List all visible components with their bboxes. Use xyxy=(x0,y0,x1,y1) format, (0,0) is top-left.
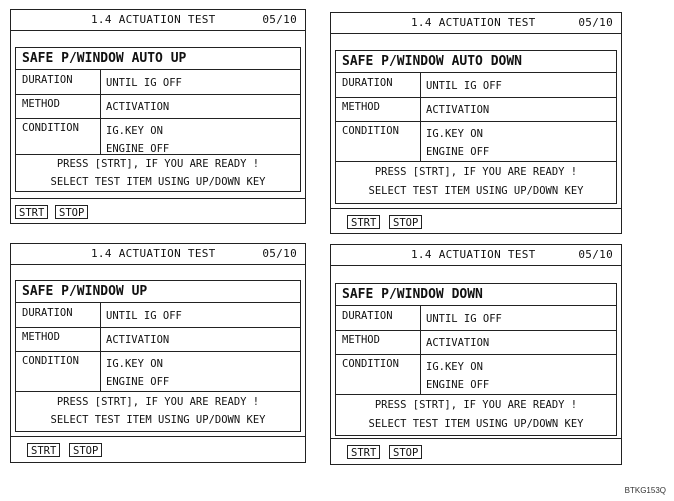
figure-code: BTKG153Q xyxy=(624,486,666,495)
stop-button[interactable]: STOP xyxy=(389,215,422,229)
strt-button[interactable]: STRT xyxy=(347,215,380,229)
test-item-title: SAFE P/WINDOW AUTO UP xyxy=(16,48,300,70)
test-item-title: SAFE P/WINDOW AUTO DOWN xyxy=(336,51,616,73)
screen-down xyxy=(330,244,622,465)
condition-line-1: IG.KEY ON xyxy=(426,361,483,373)
duration-row xyxy=(16,303,300,328)
strt-button[interactable]: STRT xyxy=(347,445,380,459)
screen-title: 1.4 ACTUATION TEST xyxy=(91,13,216,26)
screen-up xyxy=(10,243,306,463)
condition-line-1: IG.KEY ON xyxy=(106,125,163,137)
condition-label: CONDITION xyxy=(22,122,79,134)
screen-title: 1.4 ACTUATION TEST xyxy=(91,247,216,260)
method-row xyxy=(16,94,300,119)
duration-value: UNTIL IG OFF xyxy=(106,310,182,322)
screen-header xyxy=(11,244,305,265)
instruction-line-2: SELECT TEST ITEM USING UP/DOWN KEY xyxy=(50,414,266,426)
duration-label: DURATION xyxy=(342,310,393,322)
page-indicator: 05/10 xyxy=(262,247,297,260)
duration-value: UNTIL IG OFF xyxy=(426,80,502,92)
test-info-panel xyxy=(15,47,301,192)
stop-button[interactable]: STOP xyxy=(389,445,422,459)
method-value: ACTIVATION xyxy=(106,334,170,346)
duration-row xyxy=(336,306,616,331)
button-bar xyxy=(331,208,621,234)
test-item-title: SAFE P/WINDOW UP xyxy=(16,281,300,303)
method-label: METHOD xyxy=(342,334,380,346)
test-info-panel xyxy=(15,280,301,432)
instruction-line-2: SELECT TEST ITEM USING UP/DOWN KEY xyxy=(50,176,266,188)
condition-line-2: ENGINE OFF xyxy=(426,379,490,391)
duration-row xyxy=(16,70,300,95)
condition-line-2: ENGINE OFF xyxy=(106,376,170,388)
stop-button[interactable]: STOP xyxy=(69,443,102,457)
page-indicator: 05/10 xyxy=(262,13,297,26)
button-bar xyxy=(11,198,305,224)
screen-auto-down xyxy=(330,12,622,234)
screen-header xyxy=(331,13,621,34)
method-value: ACTIVATION xyxy=(426,104,490,116)
method-label: METHOD xyxy=(22,331,60,343)
instruction-line-1: PRESS [STRT], IF YOU ARE READY ! xyxy=(56,396,260,408)
screen-title: 1.4 ACTUATION TEST xyxy=(411,16,536,29)
screen-title: 1.4 ACTUATION TEST xyxy=(411,248,536,261)
test-item-title: SAFE P/WINDOW DOWN xyxy=(336,284,616,306)
stop-button[interactable]: STOP xyxy=(55,205,88,219)
method-value: ACTIVATION xyxy=(106,101,170,113)
condition-value xyxy=(106,355,169,391)
instruction-line-1: PRESS [STRT], IF YOU ARE READY ! xyxy=(374,399,578,411)
duration-label: DURATION xyxy=(22,74,73,86)
instruction-line-2: SELECT TEST ITEM USING UP/DOWN KEY xyxy=(368,185,584,197)
condition-row xyxy=(16,118,300,155)
test-info-panel xyxy=(335,283,617,436)
condition-label: CONDITION xyxy=(342,125,399,137)
duration-label: DURATION xyxy=(342,77,393,89)
condition-value xyxy=(426,125,489,161)
instruction-line-1: PRESS [STRT], IF YOU ARE READY ! xyxy=(56,158,260,170)
screen-auto-up xyxy=(10,9,306,224)
condition-row xyxy=(16,351,300,392)
duration-row xyxy=(336,73,616,98)
method-label: METHOD xyxy=(22,98,60,110)
condition-label: CONDITION xyxy=(22,355,79,367)
duration-value: UNTIL IG OFF xyxy=(426,313,502,325)
instruction-line-1: PRESS [STRT], IF YOU ARE READY ! xyxy=(374,166,578,178)
duration-value: UNTIL IG OFF xyxy=(106,77,182,89)
strt-button[interactable]: STRT xyxy=(27,443,60,457)
method-row xyxy=(336,97,616,122)
condition-line-2: ENGINE OFF xyxy=(106,143,170,155)
strt-button[interactable]: STRT xyxy=(15,205,48,219)
condition-label: CONDITION xyxy=(342,358,399,370)
button-bar xyxy=(11,436,305,463)
method-row xyxy=(336,330,616,355)
method-row xyxy=(16,327,300,352)
screen-header xyxy=(331,245,621,266)
page-indicator: 05/10 xyxy=(578,248,613,261)
duration-label: DURATION xyxy=(22,307,73,319)
condition-value xyxy=(106,122,169,158)
condition-line-1: IG.KEY ON xyxy=(106,358,163,370)
condition-line-1: IG.KEY ON xyxy=(426,128,483,140)
condition-row xyxy=(336,121,616,162)
condition-value xyxy=(426,358,489,394)
page-indicator: 05/10 xyxy=(578,16,613,29)
condition-line-2: ENGINE OFF xyxy=(426,146,490,158)
instruction-line-2: SELECT TEST ITEM USING UP/DOWN KEY xyxy=(368,418,584,430)
method-value: ACTIVATION xyxy=(426,337,490,349)
button-bar xyxy=(331,438,621,465)
screen-header xyxy=(11,10,305,31)
condition-row xyxy=(336,354,616,395)
test-info-panel xyxy=(335,50,617,204)
method-label: METHOD xyxy=(342,101,380,113)
